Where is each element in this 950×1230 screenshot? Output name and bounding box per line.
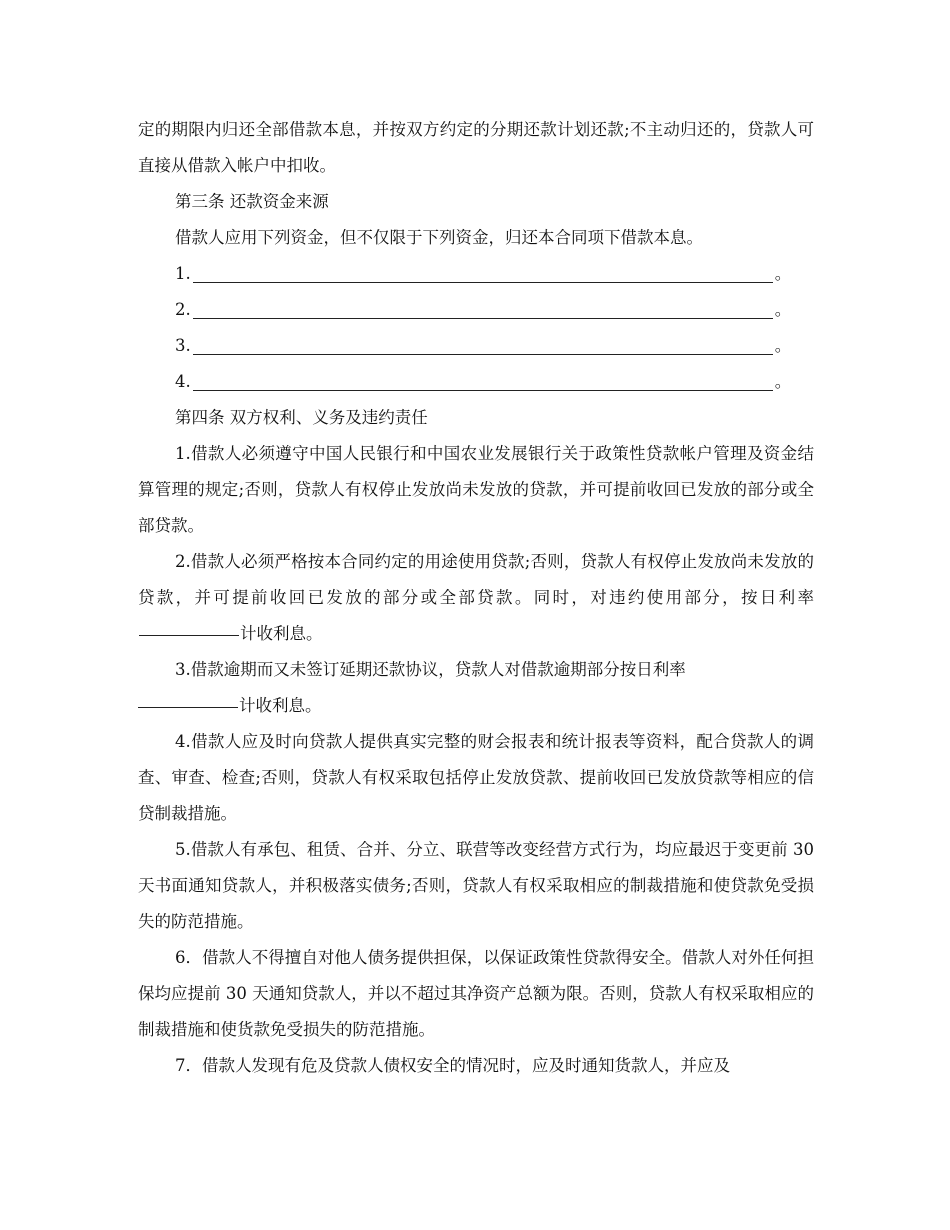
fill-in-end-mark: 。 [774, 372, 792, 391]
article-4-item-6: 6．借款人不得擅自对他人债务提供担保，以保证政策性贷款得安全。借款人对外任何担保均应提前 30 天通知贷款人，并以不超过其净资产总额为限。否则，贷款人有权采取相应的制裁措施和使货款免受损失的防范措施。 [138, 948, 814, 1039]
fill-in-blank[interactable] [193, 282, 773, 283]
article-4-item-1: 1.借款人必须遵守中国人民银行和中国农业发展银行关于政策性贷款帐户管理及资金结算管理的规定;否则，贷款人有权停止发放尚未发放的贷款，并可提前收回已发放的部分或全部贷款。 [138, 444, 814, 535]
fill-in-number: 3. [175, 336, 191, 355]
fill-in-blank[interactable] [193, 390, 773, 391]
fill-in-end-mark: 。 [774, 336, 792, 355]
fill-in-blank[interactable] [193, 318, 773, 319]
article-4-item-3 [138, 652, 814, 724]
fill-in-number: 1. [175, 264, 191, 283]
article-4-item-4: 4.借款人应及时向贷款人提供真实完整的财会报表和统计报表等资料，配合贷款人的调查、审查、检查;否则，贷款人有权采取包括停止发放贷款、提前收回已发放贷款等相应的信贷制裁措施。 [138, 732, 814, 823]
article-4-item-7: 7．借款人发现有危及贷款人债权安全的情况时，应及时通知货款人，并应及 [175, 1056, 730, 1075]
fill-in-line-2 [138, 292, 814, 328]
fill-in-line-4 [138, 364, 814, 400]
continuation-paragraph: 定的期限内归还全部借款本息，并按双方约定的分期还款计划还款;不主动归还的，贷款人可直接从借款入帐户中扣收。 [138, 120, 814, 175]
article-3-heading: 第三条 还款资金来源 [175, 192, 329, 211]
item-2-tail: 计收利息。 [240, 624, 323, 643]
fill-in-end-mark: 。 [774, 264, 792, 283]
article-4-heading: 第四条 双方权利、义务及违约责任 [175, 408, 428, 427]
item-3-tail: 计收利息。 [239, 696, 322, 715]
fill-in-line-1 [138, 256, 814, 292]
overdue-rate-blank[interactable] [138, 707, 238, 708]
item-3-text: 3.借款逾期而又未签订延期还款协议，贷款人对借款逾期部分按日利率 [175, 660, 686, 679]
article-4-item-5: 5.借款人有承包、租赁、合并、分立、联营等改变经营方式行为，均应最迟于变更前 30 天书面通知贷款人，并积极落实债务;否则，贷款人有权采取相应的制裁措施和使贷款免受损失的防范措施。 [138, 840, 814, 931]
fill-in-number: 2. [175, 300, 191, 319]
fill-in-blank[interactable] [193, 354, 773, 355]
fill-in-end-mark: 。 [774, 300, 792, 319]
fill-in-number: 4. [175, 372, 191, 391]
fill-in-line-3 [138, 328, 814, 364]
daily-rate-blank[interactable] [139, 635, 239, 636]
item-2-text: 2.借款人必须严格按本合同约定的用途使用贷款;否则，贷款人有权停止发放尚未发放的贷款，并可提前收回已发放的部分或全部贷款。同时，对违约使用部分，按日利率 [138, 552, 814, 607]
document-body [138, 112, 814, 1084]
article-3-intro: 借款人应用下列资金，但不仅限于下列资金，归还本合同项下借款本息。 [175, 228, 703, 247]
article-4-item-2 [138, 544, 814, 652]
